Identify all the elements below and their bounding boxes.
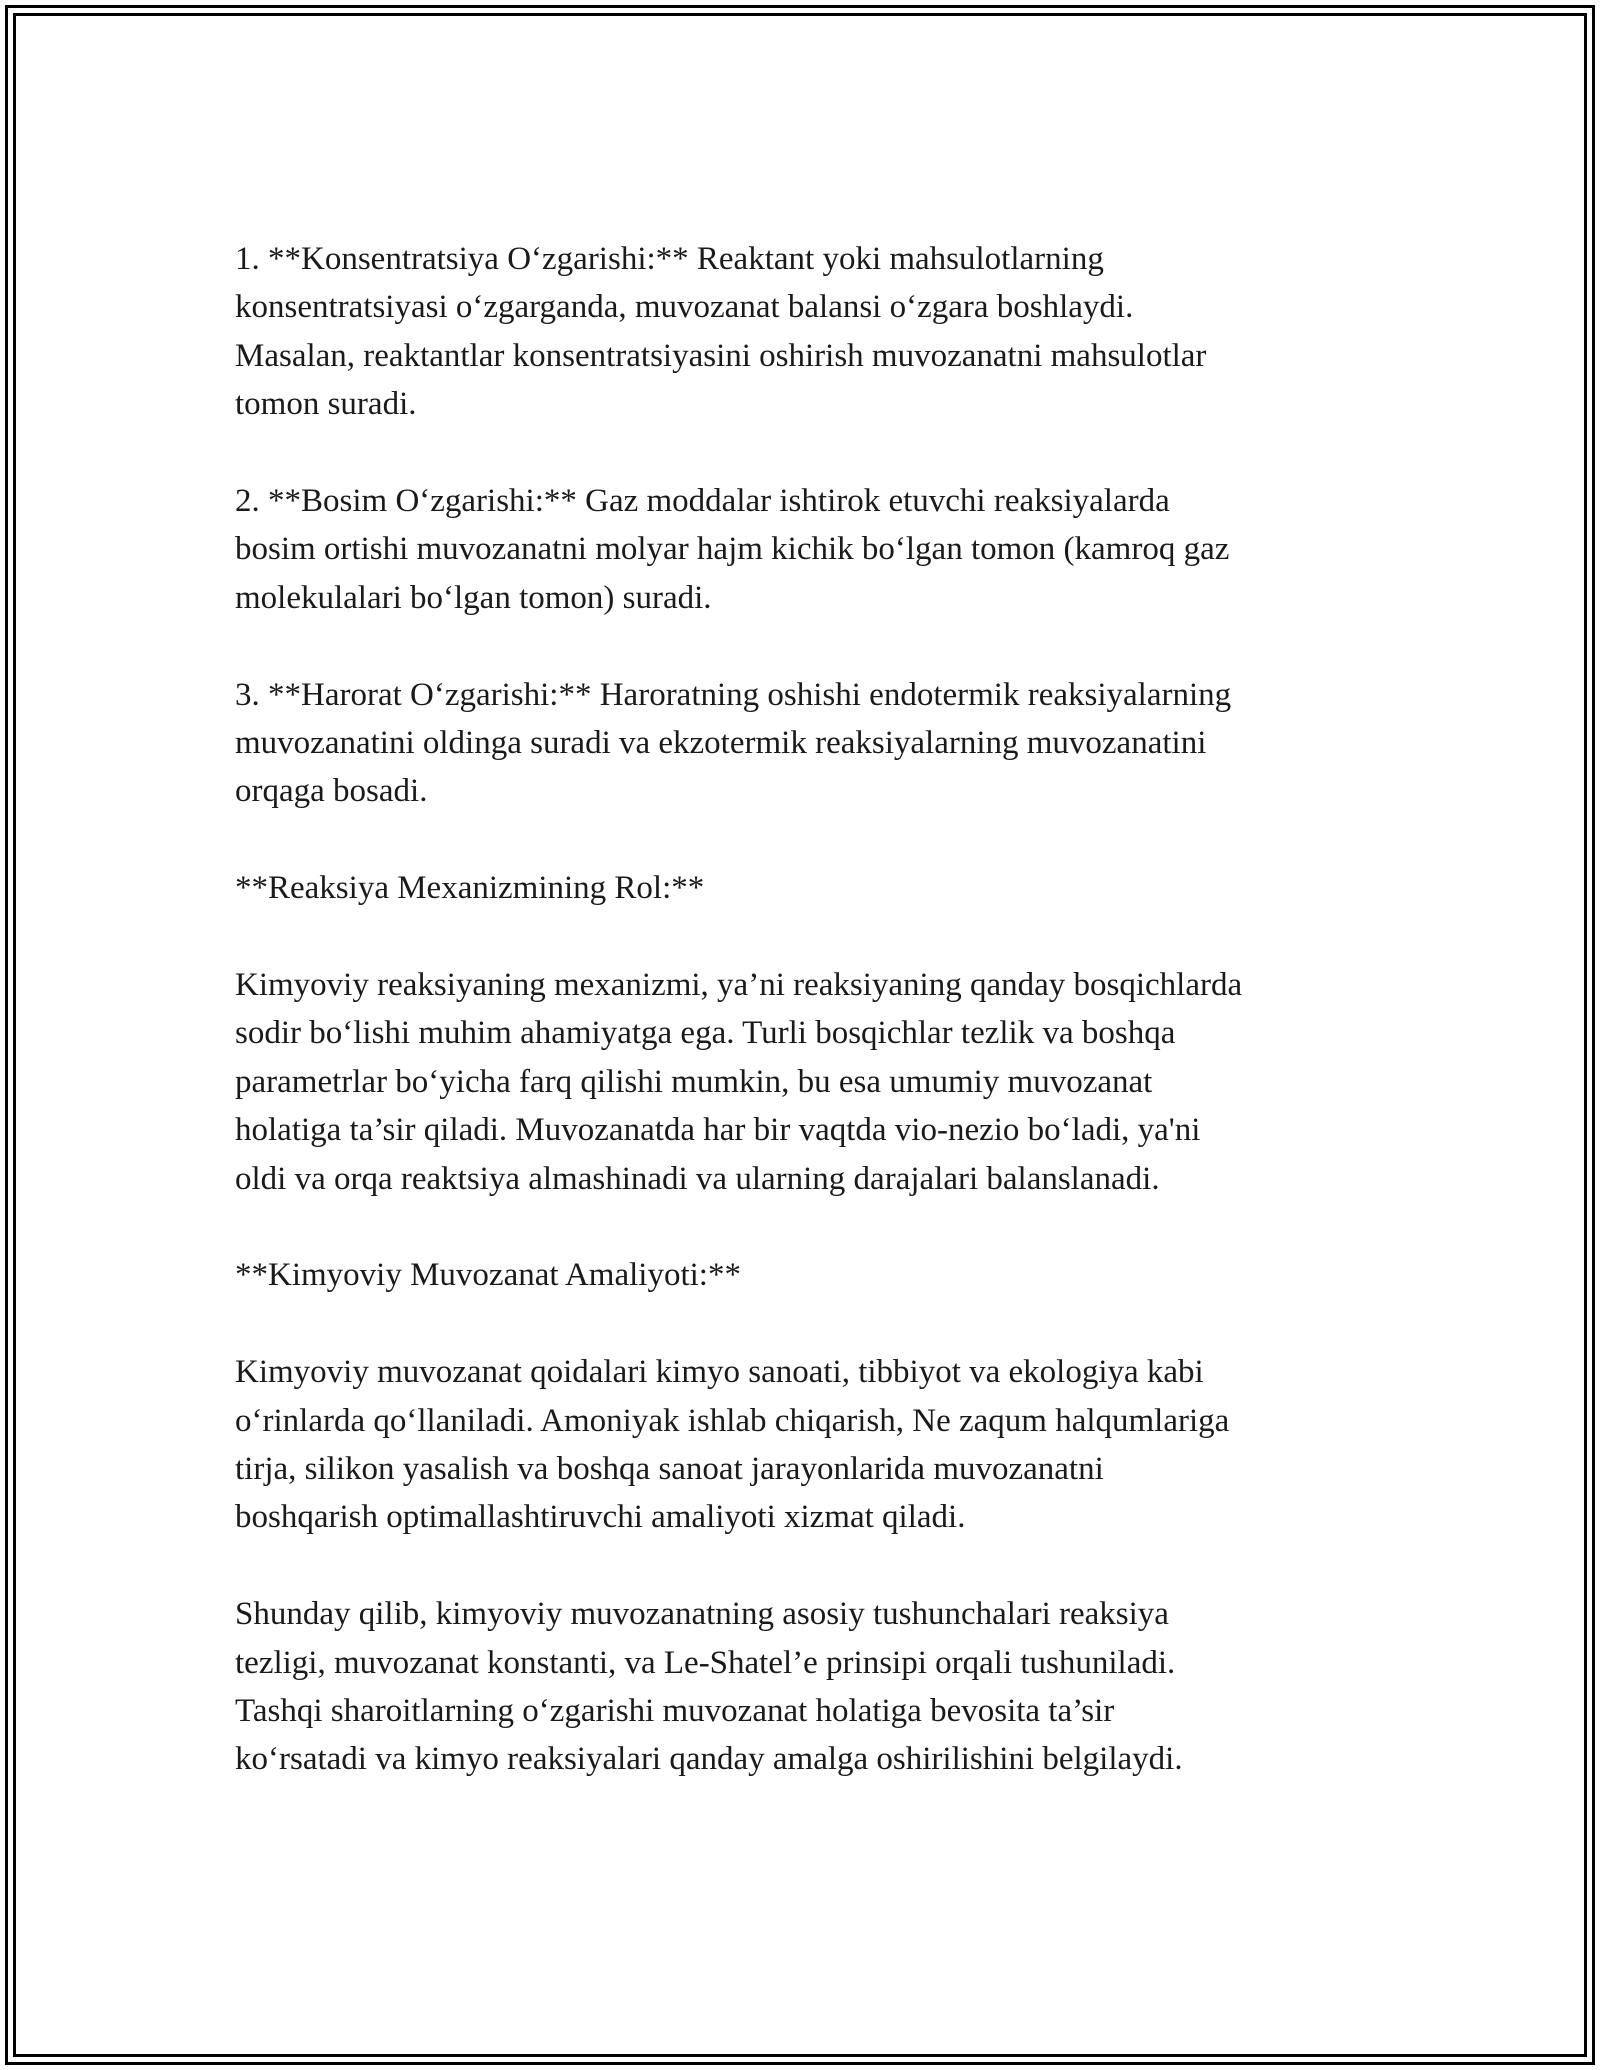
document-body: [235, 235, 1365, 1784]
paragraph-pressure-change: 2. **Bosim O‘zgarishi:** Gaz moddalar ishtirok etuvchi reaksiyalarda bosim ortishi muvozanatni molyar hajm kichik bo‘lgan tomon (kamroq gaz molekulalari bo‘lgan tomon) suradi.: [235, 483, 1230, 616]
paragraph-temperature-change: 3. **Harorat O‘zgarishi:** Haroratning oshishi endotermik reaksiyalarning muvozanatini oldinga suradi va ekzotermik reaksiyalarning muvozanatini orqaga bosadi.: [235, 676, 1232, 810]
paragraph-equilibrium-practice: Kimyoviy muvozanat qoidalari kimyo sanoati, tibbiyot va ekologiya kabi o‘rinlarda qo‘llaniladi. Amoniyak ishlab chiqarish, Ne zaqum halqumlariga tirja, silikon yasalish va boshqa sanoat jarayonlarida muvozanatni boshqarish optimallashtiruvchi amaliyoti xizmat qiladi.: [235, 1354, 1230, 1536]
paragraph-conclusion: Shunday qilib, kimyoviy muvozanatning asosiy tushunchalari reaksiya tezligi, muvozanat konstanti, va Le-Shatel’e prinsipi orqali tushuniladi. Tashqi sharoitlarning o‘zgarishi muvozanat holatiga bevosita ta’sir ko‘rsatadi va kimyo reaksiyalari qanday amalga oshirilishini belgilaydi.: [235, 1596, 1183, 1778]
paragraph-reaction-mechanism: Kimyoviy reaksiyaning mexanizmi, ya’ni reaksiyaning qanday bosqichlarda sodir bo‘lishi muhim ahamiyatga ega. Turli bosqichlar tezlik va boshqa parametrlar bo‘yicha farq qilishi mumkin, bu esa umumiy muvozanat holatiga ta’sir qiladi. Muvozanatda har bir vaqtda vio-nezio bo‘ladi, ya'ni oldi va orqa reaktsiya almashinadi va ularning darajalari balanslanadi.: [235, 967, 1243, 1197]
heading-reaction-mechanism: **Reaksiya Mexanizmining Rol:**: [235, 870, 705, 907]
paragraph-concentration-change: 1. **Konsentratsiya O‘zgarishi:** Reaktant yoki mahsulotlarning konsentratsiyasi o‘zgarganda, muvozanat balansi o‘zgara boshlaydi. Masalan, reaktantlar konsentratsiyasini oshirish muvozanatni mahsulotlar tomon suradi.: [235, 241, 1207, 423]
heading-equilibrium-practice: **Kimyoviy Muvozanat Amaliyoti:**: [235, 1257, 741, 1294]
